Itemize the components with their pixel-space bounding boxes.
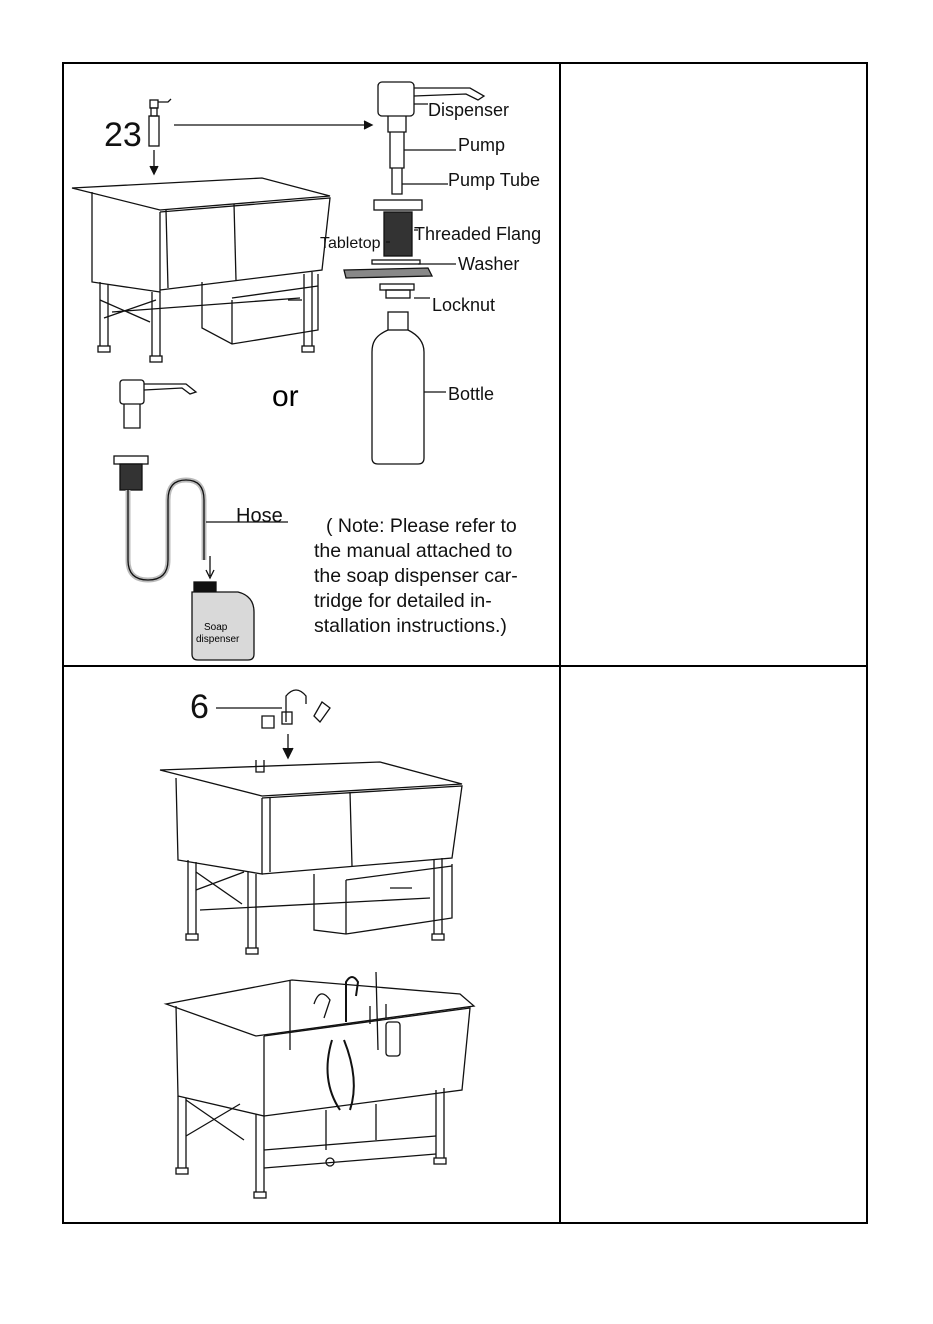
bottle bbox=[372, 312, 424, 464]
step-number-23: 23 bbox=[104, 116, 142, 154]
installed-sink-illustration bbox=[166, 972, 474, 1198]
label-or: or bbox=[272, 380, 299, 413]
table-border-right bbox=[866, 62, 868, 1224]
label-bottle: Bottle bbox=[448, 384, 495, 404]
pump bbox=[388, 116, 406, 132]
note-line: ( Note: Please refer to bbox=[326, 515, 517, 537]
soap-dispenser-installation-figure bbox=[64, 64, 559, 664]
label-hose: Hose bbox=[236, 505, 283, 527]
sink-illustration bbox=[72, 178, 330, 362]
label-pump: Pump bbox=[458, 135, 506, 155]
locknut bbox=[380, 284, 414, 298]
label-pump-tube: Pump Tube bbox=[448, 170, 541, 190]
note-line: the manual attached to bbox=[314, 540, 513, 562]
pump-tube bbox=[390, 132, 404, 168]
faucet-set-icon bbox=[262, 690, 330, 728]
tabletop bbox=[344, 268, 432, 278]
sink-illustration bbox=[160, 760, 462, 954]
label-locknut: Locknut bbox=[432, 295, 496, 315]
dispenser-with-hose bbox=[114, 380, 288, 580]
small-dispenser-icon bbox=[149, 99, 171, 146]
label-dispenser: Dispenser bbox=[428, 100, 510, 120]
label-threaded-flange: Threaded Flang bbox=[414, 224, 542, 244]
label-soap-line1: Soap bbox=[204, 622, 228, 633]
label-tabletop: Tabletop bbox=[320, 235, 381, 252]
note-line: stallation instructions.) bbox=[314, 615, 507, 637]
table-column-divider bbox=[559, 62, 561, 1224]
faucet-installation-figure bbox=[64, 667, 559, 1222]
washer bbox=[372, 260, 420, 264]
step-number-6: 6 bbox=[190, 688, 209, 726]
note-line: tridge for detailed in- bbox=[314, 590, 492, 612]
label-soap-line2: dispenser bbox=[196, 634, 240, 645]
label-washer: Washer bbox=[458, 254, 520, 274]
soap-dispenser-bottle bbox=[192, 582, 254, 660]
table-border-bottom bbox=[62, 1222, 868, 1224]
note-line: the soap dispenser car- bbox=[314, 565, 518, 587]
